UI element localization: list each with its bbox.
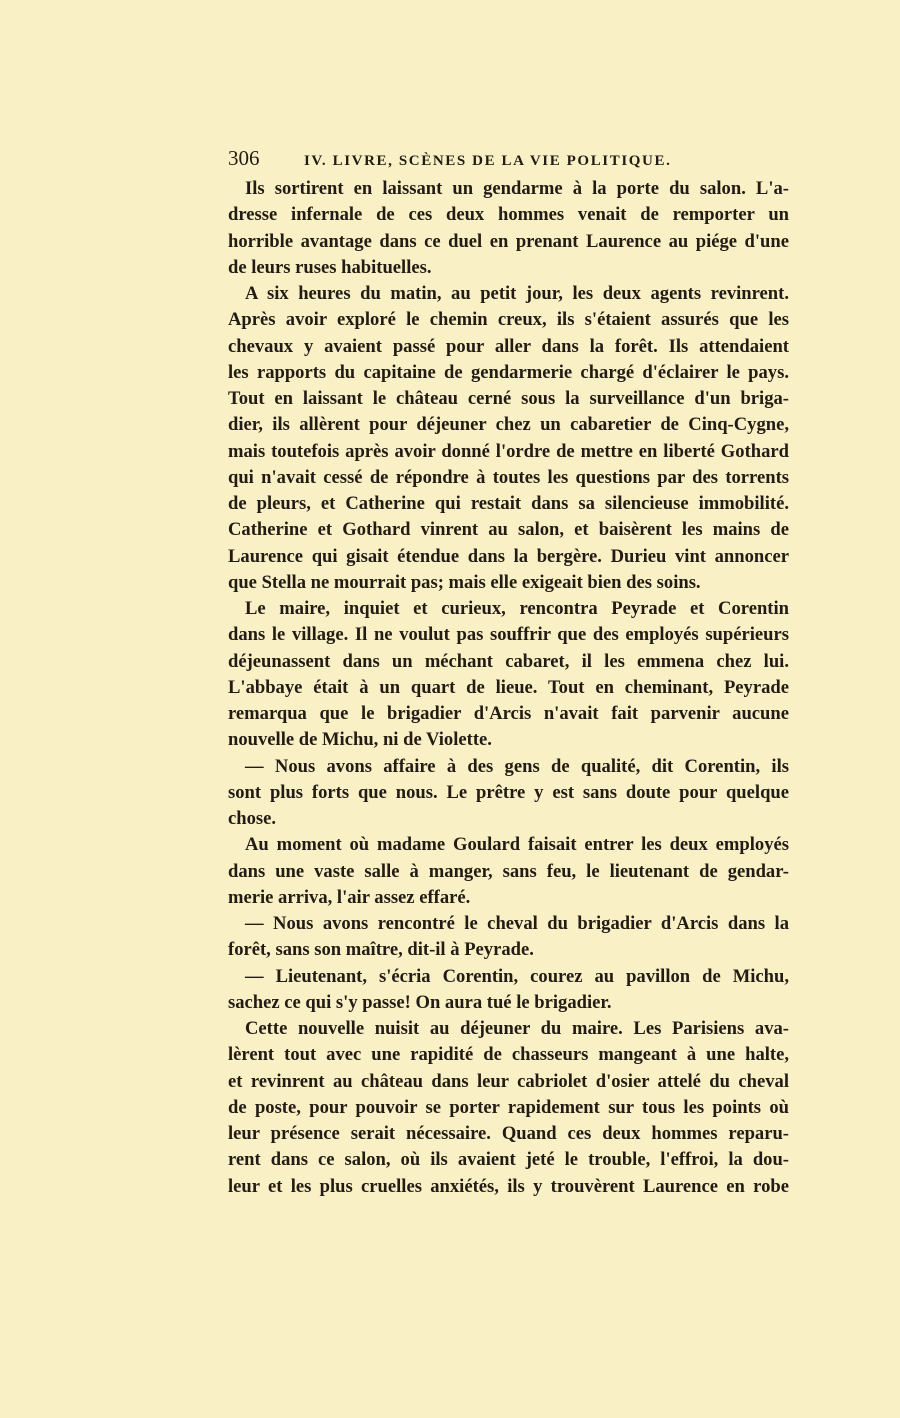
text-line: Au moment où madame Goulard faisait entrer les deux employés: [245, 834, 789, 856]
paragraph: [228, 911, 789, 964]
paragraph: [228, 281, 789, 596]
text-line: L'abbaye était à un quart de lieue. Tout en cheminant, Peyrade: [228, 676, 789, 698]
text-line: et revinrent au château dans leur cabriolet d'osier attelé du cheval: [228, 1070, 789, 1092]
text-line: de poste, pour pouvoir se porter rapidement sur tous les points où: [228, 1096, 789, 1118]
body-text: [228, 176, 789, 1200]
text-line: de leurs ruses habituelles.: [228, 256, 432, 278]
text-line: les rapports du capitaine de gendarmerie chargé d'éclairer le pays.: [228, 361, 789, 383]
text-line: — Nous avons rencontré le cheval du brigadier d'Arcis dans la: [245, 913, 789, 934]
text-line: dresse infernale de ces deux hommes venait de remporter un: [228, 204, 789, 226]
text-line: Laurence qui gisait étendue dans la bergère. Durieu vint annoncer: [228, 545, 789, 567]
text-line: leur et les plus cruelles anxiétés, ils y trouvèrent Laurence en robe: [228, 1175, 789, 1197]
text-line: Cette nouvelle nuisit au déjeuner du maire. Les Parisiens ava-: [245, 1018, 789, 1039]
text-line: que Stella ne mourrait pas; mais elle exigeait bien des soins.: [228, 571, 701, 593]
paragraph: [228, 832, 789, 911]
text-line: nouvelle de Michu, ni de Violette.: [228, 729, 492, 751]
text-line: chevaux y avaient passé pour aller dans la forêt. Ils attendaient: [228, 335, 789, 357]
page-header: [228, 144, 728, 172]
text-line: dier, ils allèrent pour déjeuner chez un cabaretier de Cinq-Cygne,: [228, 414, 789, 436]
text-line: Le maire, inquiet et curieux, rencontra Peyrade et Corentin: [245, 598, 789, 619]
paragraph: [228, 964, 789, 1017]
paragraph: [228, 754, 789, 833]
text-line: Tout en laissant le château cerné sous la surveillance d'un briga-: [228, 388, 789, 409]
paragraph: [228, 176, 789, 281]
text-line: A six heures du matin, au petit jour, les deux agents revinrent.: [245, 283, 789, 304]
text-line: mais toutefois après avoir donné l'ordre de mettre en liberté Gothard: [228, 440, 789, 462]
text-line: chose.: [228, 808, 277, 829]
paragraph: [228, 1016, 789, 1200]
text-line: Catherine et Gothard vinrent au salon, et baisèrent les mains de: [228, 519, 789, 541]
text-line: Ils sortirent en laissant un gendarme à la porte du salon. L'a-: [245, 178, 789, 199]
running-title: IV. LIVRE, SCÈNES DE LA VIE POLITIQUE.: [304, 153, 672, 169]
text-line: de pleurs, et Catherine qui restait dans sa silencieuse immobilité.: [228, 493, 789, 514]
page-number: 306: [228, 146, 260, 170]
text-line: sont plus forts que nous. Le prêtre y est sans doute pour quelque: [228, 781, 789, 803]
text-line: lèrent tout avec une rapidité de chasseurs mangeant à une halte,: [228, 1044, 789, 1066]
text-line: horrible avantage dans ce duel en prenant Laurence au piége d'une: [228, 230, 789, 252]
text-line: déjeunassent dans un méchant cabaret, il les emmena chez lui.: [228, 650, 789, 672]
text-line: forêt, sans son maître, dit-il à Peyrade.: [228, 939, 534, 961]
text-line: remarqua que le brigadier d'Arcis n'avait fait parvenir aucune: [228, 703, 789, 724]
paragraph: [228, 596, 789, 754]
text-line: qui n'avait cessé de répondre à toutes les questions par des torrents: [228, 466, 789, 488]
text-line: merie arriva, l'air assez effaré.: [228, 886, 471, 908]
text-line: leur présence serait nécessaire. Quand ces deux hommes reparu-: [228, 1123, 789, 1144]
text-line: — Lieutenant, s'écria Corentin, courez au pavillon de Michu,: [245, 965, 789, 987]
text-line: dans le village. Il ne voulut pas souffrir que des employés supérieurs: [228, 624, 789, 646]
text-line: sachez ce qui s'y passe! On aura tué le brigadier.: [228, 991, 612, 1013]
text-line: dans une vaste salle à manger, sans feu, le lieutenant de gendar-: [228, 860, 789, 882]
text-line: rent dans ce salon, où ils avaient jeté le trouble, l'effroi, la dou-: [228, 1149, 789, 1171]
text-line: Après avoir exploré le chemin creux, ils s'étaient assurés que les: [228, 309, 789, 331]
text-line: — Nous avons affaire à des gens de qualité, dit Corentin, ils: [245, 755, 789, 777]
